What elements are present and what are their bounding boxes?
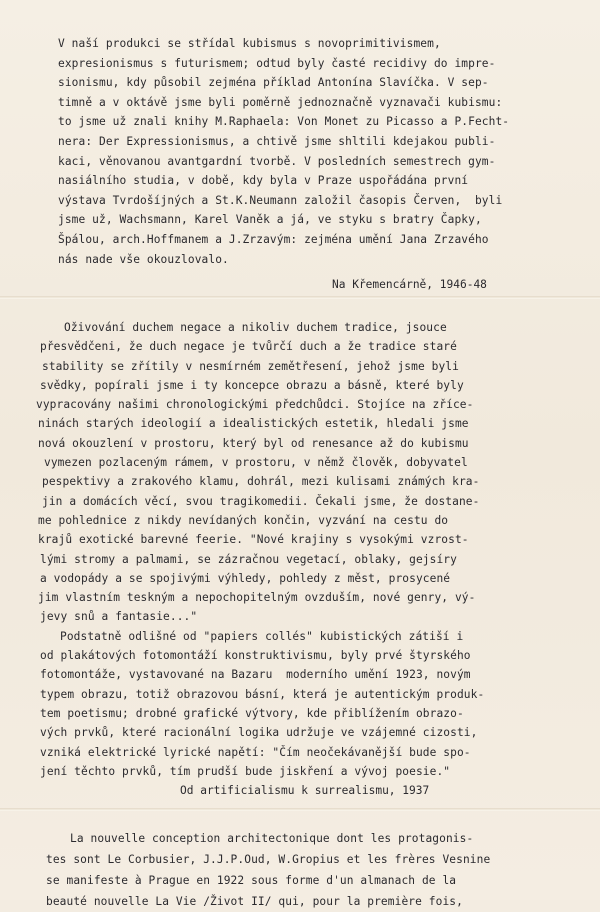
text-clipping-3 [0,812,600,908]
text-line: nera: Der Expressionismus, a chtivě jsme shltili kdejakou publi- [58,134,496,148]
text-line: od plakátových fotomontáží konstruktivismu, byly prvé štyrského [40,649,471,663]
text-line: se manifeste à Prague en 1922 sous forme d'un almanach de la [46,874,457,887]
text-line: jevy snů a fantasie..." [40,610,198,624]
paragraph [58,34,564,269]
text-line: nová okouzlení v prostoru, který byl od renesance až do kubismu [38,436,469,450]
text-line: typem obrazu, totiž obrazovou básní, která je autentickým produk- [40,687,485,701]
text-line: jim vlastním teskným a nepochopitelným ovzduším, nové genry, vý- [38,591,476,605]
text-line: to jsme už znali knihy M.Raphaela: Von Monet zu Picasso a P.Fecht- [58,115,510,129]
text-line: tes sont Le Corbusier, J.J.P.Oud, W.Gropius et les frères Vesnine [46,853,491,866]
text-line: a vodopády a se spojivými výhledy, pohledy z měst, prosycené [40,571,451,585]
clipping-divider [0,296,600,299]
text-line: svědky, popírali jsme i ty koncepce obrazu a básně, které byly [40,378,464,392]
text-line: tem poetismu; drobné grafické výtvory, kde přiblížením obrazo- [40,706,464,720]
text-line: krajů exotické barevné feerie. "Nové krajiny s vysokými vzrost- [38,533,469,547]
text-line: vzniká elektrické lyrické napětí: "Čím neočekávanější bude spo- [40,745,471,759]
text-line: fotomontáže, vystavované na Bazaru moderního umění 1923, novým [40,668,471,682]
text-line: V naší produkci se střídal kubismus s novoprimitivismem, [58,37,441,50]
source-signature: Od artificialismu k surrealismu, 1937 [180,784,430,798]
clipping-divider [0,808,600,811]
text-line: výstava Tvrdošíjných a St.K.Neumann založil časopis Červen, byli [58,193,503,207]
text-line: jení těchto prvků, tím prudší bude jiskření a vývoj poesie." [40,764,451,778]
text-clipping-1 [0,0,600,296]
text-line: pespektivy a zrakového klamu, dohrál, mezi kulisami známých kra- [42,475,480,489]
text-line: nás nade vše okouzlovalo. [58,252,229,266]
text-line: stability se zřítily v nesmírném zemětřesení, jehož jsme byli [42,359,459,373]
text-line: přesvědčeni, že duch negace je tvůrčí duch a že tradice staré [40,340,457,354]
text-line: me pohlednice z nikdy nevídaných končin, vyzvání na cestu do [38,513,449,527]
text-line: vypracovány našimi chronologickými předchůdci. Stojíce na zříce- [36,398,474,412]
text-line: sionismu, kdy působil zejména příklad Antonína Slavíčka. V sep- [58,76,489,90]
text-line: Podstatně odlišné od "papiers collés" kubistických zátiší i [60,629,464,643]
text-line: Oživování duchem negace a nikoliv duchem tradice, jsouce [64,321,447,334]
source-signature: Na Křemencárně, 1946-48 [332,278,487,292]
text-line: vymezen pozlaceným rámem, v prostoru, v němž člověk, dobyvatel [44,456,468,470]
text-line: La nouvelle conception architectonique dont les protagonis- [70,832,474,845]
text-line: nasiálního studia, v době, kdy byla v Praze uspořádána první [58,174,469,188]
text-line: beauté nouvelle La Vie /Život II/ qui, pour la première fois, [46,895,463,908]
text-line: jin a domácích věcí, svou tragikomedii. Čekali jsme, že dostane- [42,494,480,508]
text-line: timně a v oktávě jsme byli poměrně jednoznačně vyznavači kubismu: [58,95,503,109]
text-line: jsme už, Wachsmann, Karel Vaněk a já, ve styku s bratry Čapky, [58,213,482,227]
text-line: Špálou, arch.Hoffmanem a J.Zrzavým: zejména umění Jana Zrzavého [58,232,489,246]
text-line: lými stromy a palmami, se zázračnou vegetací, oblaky, gejsíry [40,552,457,566]
text-line: expresionismus s futurismem; odtud byly časté recidivy do impre- [58,56,496,70]
text-line: vých prvků, které racionální logika udržuje ve vzájemné cizosti, [40,726,478,740]
text-line: kaci, věnovanou avantgardní tvorbě. V posledních semestrech gym- [58,154,496,168]
text-line: ninách starých ideologií a idealistických estetik, hledali jsme [38,417,469,431]
text-clipping-2 [0,300,600,810]
